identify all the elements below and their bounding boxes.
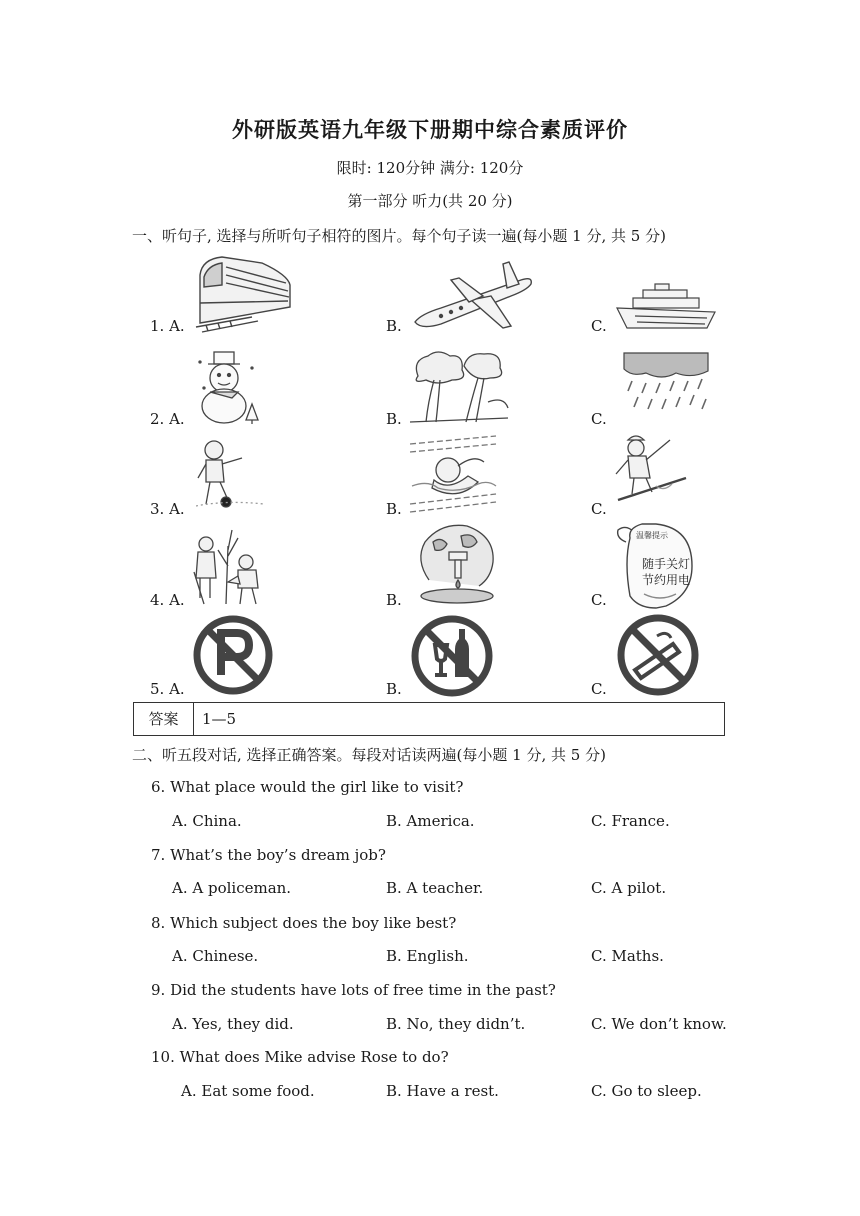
- question-8-option-b[interactable]: B. English.: [386, 947, 469, 965]
- option-b-label: B.: [386, 500, 402, 518]
- answer-box: [133, 702, 725, 736]
- option-c-label: C.: [591, 317, 607, 335]
- question-9-option-a[interactable]: A. Yes, they did.: [172, 1015, 294, 1033]
- question-8-text: 8. Which subject does the boy like best?: [151, 914, 457, 932]
- answer-label: 答案: [134, 703, 194, 735]
- bulb-sign-line2: 节约用电: [642, 573, 691, 587]
- question-8-option-a[interactable]: A. Chinese.: [172, 947, 259, 965]
- question-6-text: 6. What place would the girl like to visit?: [151, 778, 464, 796]
- question-2-label: 2. A.: [150, 410, 185, 428]
- windy-trees-picture[interactable]: [408, 346, 510, 426]
- question-7-option-a[interactable]: A. A policeman.: [172, 879, 292, 897]
- option-c-label: C.: [591, 500, 607, 518]
- rain-cloud-picture[interactable]: [622, 349, 710, 415]
- exam-time-score: 限时: 120分钟 满分: 120分: [336, 159, 524, 177]
- ship-picture[interactable]: [615, 282, 718, 332]
- no-smoking-sign[interactable]: [617, 614, 699, 696]
- question-9-option-b[interactable]: B. No, they didn’t.: [386, 1015, 526, 1033]
- bulb-sign-top-text: 温馨提示: [636, 531, 668, 540]
- question-5-label: 5. A.: [150, 680, 185, 698]
- children-planting-tree-picture[interactable]: [192, 526, 266, 608]
- option-b-label: B.: [386, 317, 402, 335]
- question-6-option-a[interactable]: A. China.: [172, 812, 242, 830]
- option-c-label: C.: [591, 680, 607, 698]
- light-bulb-sign-picture[interactable]: [616, 522, 698, 610]
- question-10-text: 10. What does Mike advise Rose to do?: [151, 1048, 449, 1066]
- no-alcohol-sign[interactable]: [411, 615, 493, 697]
- question-7-option-c[interactable]: C. A pilot.: [591, 879, 667, 897]
- no-parking-sign[interactable]: [193, 615, 273, 695]
- snowman-picture[interactable]: [192, 348, 264, 426]
- option-b-label: B.: [386, 591, 402, 609]
- question-6-option-b[interactable]: B. America.: [386, 812, 475, 830]
- question-7-option-b[interactable]: B. A teacher.: [386, 879, 484, 897]
- option-c-label: C.: [591, 591, 607, 609]
- question-9-text: 9. Did the students have lots of free time in the past?: [151, 981, 556, 999]
- boy-skiing-picture[interactable]: [612, 430, 690, 512]
- dripping-tap-earth-picture[interactable]: [413, 520, 499, 606]
- answer-range-field[interactable]: 1—5: [202, 710, 237, 728]
- boy-swimming-picture[interactable]: [408, 432, 498, 518]
- section2-heading: 二、听五段对话, 选择正确答案。每段对话读两遍(每小题 1 分, 共 5 分): [132, 746, 606, 764]
- question-1-label: 1. A.: [150, 317, 185, 335]
- train-picture[interactable]: [192, 255, 292, 333]
- airplane-picture[interactable]: [411, 258, 535, 332]
- question-6-option-c[interactable]: C. France.: [591, 812, 670, 830]
- option-c-label: C.: [591, 410, 607, 428]
- question-9-option-c[interactable]: C. We don’t know.: [591, 1015, 727, 1033]
- bulb-sign-line1: 随手关灯: [642, 557, 691, 571]
- option-b-label: B.: [386, 680, 402, 698]
- question-8-option-c[interactable]: C. Maths.: [591, 947, 664, 965]
- section1-heading: 一、听句子, 选择与所听句子相符的图片。每个句子读一遍(每小题 1 分, 共 5 分): [132, 227, 666, 245]
- question-10-option-c[interactable]: C. Go to sleep.: [591, 1082, 702, 1100]
- question-10-option-a[interactable]: A. Eat some food.: [181, 1082, 315, 1100]
- question-3-label: 3. A.: [150, 500, 185, 518]
- boy-playing-football-picture[interactable]: [196, 438, 266, 510]
- question-7-text: 7. What’s the boy’s dream job?: [151, 846, 386, 864]
- question-4-label: 4. A.: [150, 591, 185, 609]
- part-heading: 第一部分 听力(共 20 分): [347, 192, 513, 210]
- question-10-option-b[interactable]: B. Have a rest.: [386, 1082, 499, 1100]
- page-title: 外研版英语九年级下册期中综合素质评价: [232, 117, 628, 142]
- option-b-label: B.: [386, 410, 402, 428]
